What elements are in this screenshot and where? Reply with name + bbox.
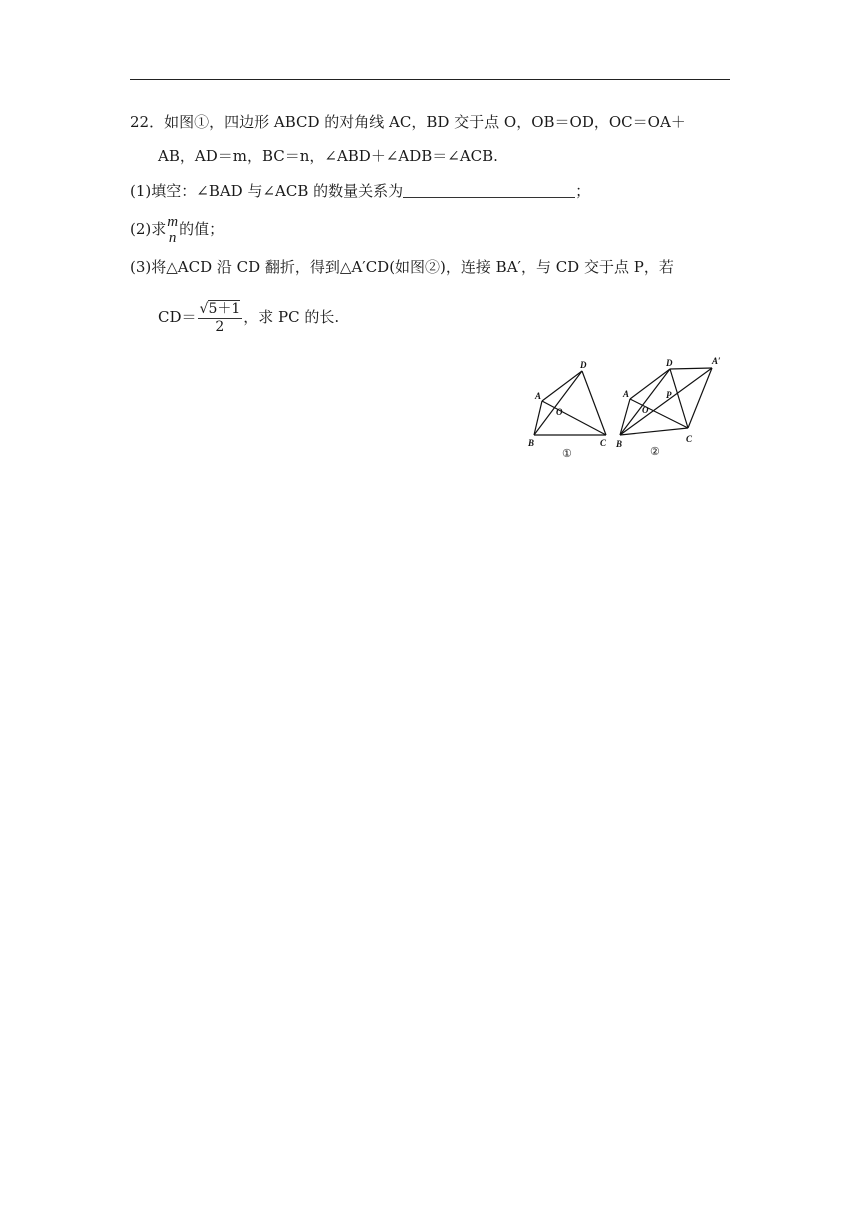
question-1-suffix: ； xyxy=(575,182,591,200)
diagonal-ac xyxy=(542,401,606,435)
fraction-sqrt5-plus-1-over-2 xyxy=(198,301,243,336)
label-a-prime: A′ xyxy=(712,356,721,366)
label-p: P xyxy=(666,390,672,400)
problem-number: 22． xyxy=(130,113,165,131)
fraction-numerator: m xyxy=(167,214,179,230)
question-1-text: (1)填空：∠BAD 与∠ACB 的数量关系为 xyxy=(130,182,404,200)
fraction-m-over-n xyxy=(167,214,178,246)
label-c: C xyxy=(686,434,693,444)
diagonal-ac xyxy=(630,399,688,428)
segment-bc xyxy=(620,428,688,435)
fraction-denominator: n xyxy=(168,230,177,246)
question-2 xyxy=(130,212,224,246)
figure-2-diagram xyxy=(612,352,730,460)
label-a: A xyxy=(623,389,630,399)
label-b: B xyxy=(528,438,535,448)
fraction-numerator: √5＋1 xyxy=(199,300,241,317)
fraction-denominator: 2 xyxy=(215,318,225,335)
problem-line-1 xyxy=(130,112,686,132)
question-2-text: (2)求 xyxy=(130,220,167,238)
label-o: O xyxy=(642,405,649,415)
answer-blank[interactable] xyxy=(403,183,575,198)
segment-ad xyxy=(542,371,582,401)
question-1 xyxy=(130,181,590,201)
problem-line-2: AB，AD＝m，BC＝n，∠ABD＋∠ADB＝∠ACB. xyxy=(158,147,498,165)
problem-text-1: 如图①，四边形 ABCD 的对角线 AC，BD 交于点 O，OB＝OD，OC＝OA＋ xyxy=(164,113,686,131)
label-a: A xyxy=(535,391,542,401)
label-c: C xyxy=(600,438,607,448)
segment-ab xyxy=(620,399,630,435)
segment-dc xyxy=(670,369,688,428)
header-rule xyxy=(130,79,730,80)
diagonal-bd xyxy=(620,369,670,435)
question-3-line-1: (3)将△ACD 沿 CD 翻折，得到△A′CD(如图②)，连接 BA′，与 CD 交于点 P，若 xyxy=(130,258,674,276)
cd-equals: CD＝ xyxy=(158,308,197,326)
question-2-suffix: 的值； xyxy=(179,220,225,238)
segment-da-prime xyxy=(670,368,712,369)
figure-1-caption: ① xyxy=(562,448,572,460)
question-3-line-2 xyxy=(158,299,339,336)
figure-1-diagram xyxy=(520,355,623,463)
question-3-suffix: ，求 PC 的长. xyxy=(243,308,340,326)
label-b: B xyxy=(616,439,623,449)
label-d: D xyxy=(580,360,587,370)
label-d: D xyxy=(666,358,673,368)
segment-dc xyxy=(582,371,606,435)
label-o: O xyxy=(556,407,563,417)
figure-2-caption: ② xyxy=(650,446,660,458)
